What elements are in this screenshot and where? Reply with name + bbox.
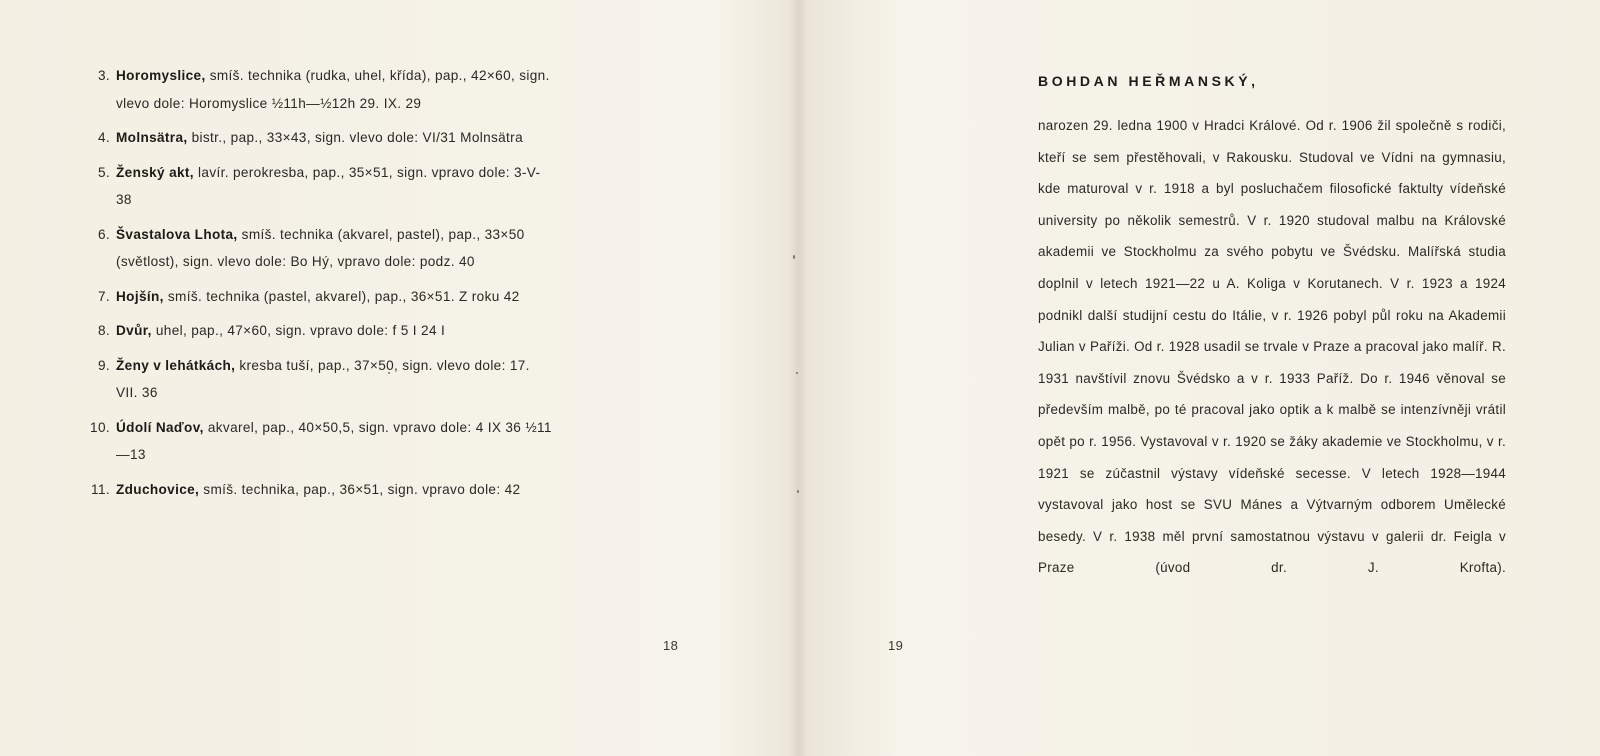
entry-title: Horomyslice, bbox=[116, 68, 206, 83]
entry-number: 7. bbox=[97, 288, 110, 304]
entry-title: Švastalova Lhota, bbox=[116, 226, 238, 242]
entry-title: Hojšín, bbox=[116, 288, 164, 304]
entry-title: Ženský akt, bbox=[116, 164, 194, 180]
entry-number: 4. bbox=[97, 130, 110, 145]
entry-description: kresba tuší, pap., 37×50, sign. vlevo dole: 17. VII. 36 bbox=[116, 357, 530, 400]
paper-speck bbox=[796, 372, 798, 374]
entry-description: akvarel, pap., 40×50,5, sign. vpravo dole: 4 IX 36 ½11—13 bbox=[116, 419, 552, 462]
biography-text: narozen 29. ledna 1900 v Hradci Králové. Od r. 1906 žil společně s rodiči, kteří se sem přestěhovali, v Rakousku. Studoval ve Vídni na gymnasiu, kde maturoval v r. 1918 a byl posluchačem filosofické faktulty vídeňské university po několik semestrů. V r. 1920 studoval malbu na Královské akademii ve Stockholmu za svého pobytu ve Švédsku. Malířská studia doplnil v letech 1921—22 u A. Koliga v Korutanech. V r. 1923 a 1924 podnikl další studijní cestu do Itálie, v r. 1926 pobyl půl roku na Akademii Julian v Paříži. Od r. 1928 usadil se trvale v Praze a pracoval jako malíř. R. 1931 navštívil znovu Švédsko a v r. 1933 Paříž. Do r. 1946 věnoval se především malbě, po té pracoval jako optik a k malbě se intenzívněji vrátil opět po r. 1956. Vystavoval v r. 1920 se žáky akademie ve Stockholmu, v r. 1921 se zúčastnil výstavy vídeňské secesse. V letech 1928—1944 vystavoval jako host se SVU Mánes a Výtvarným odborem Umělecké besedy. V r. 1938 měl první samostatnou výstavu v galerii dr. Feigla v Praze (úvod dr. J. Krofta). bbox=[1038, 118, 1506, 576]
paper-speck bbox=[797, 490, 799, 493]
paper-speck bbox=[793, 255, 795, 259]
catalog-entry bbox=[78, 159, 553, 214]
entry-number: 6. bbox=[97, 226, 110, 242]
entry-description: smíš. technika (pastel, akvarel), pap., 36×51. Z roku 42 bbox=[163, 288, 520, 304]
entry-number: 10. bbox=[90, 419, 110, 435]
catalog-entry bbox=[78, 352, 553, 407]
catalog-entry bbox=[78, 62, 553, 117]
catalog-entry bbox=[78, 476, 553, 504]
right-page bbox=[800, 0, 1600, 756]
catalog-entry bbox=[78, 283, 553, 311]
entry-title: Dvůr, bbox=[116, 323, 152, 338]
page-number-right: 19 bbox=[888, 638, 904, 653]
catalog-entry bbox=[78, 124, 553, 152]
entry-title: Molnsätra, bbox=[116, 130, 188, 145]
catalog-entry bbox=[78, 221, 553, 276]
entry-description: lavír. perokresba, pap., 35×51, sign. vpravo dole: 3-V-38 bbox=[116, 164, 541, 207]
catalog-entry bbox=[78, 414, 553, 469]
author-heading: BOHDAN HEŘMANSKÝ, bbox=[1038, 73, 1259, 89]
entry-title: Zduchovice, bbox=[116, 481, 200, 497]
entry-description: smíš. technika, pap., 36×51, sign. vpravo dole: 42 bbox=[199, 481, 521, 497]
entry-number: 5. bbox=[97, 164, 110, 180]
entry-title: Ženy v lehátkách, bbox=[116, 357, 236, 373]
entry-description: smíš. technika (rudka, uhel, křída), pap., 42×60, sign. vlevo dole: Horomyslice ½11h—½12h 29. IX. 29 bbox=[116, 68, 550, 111]
entry-number: 3. bbox=[97, 68, 110, 83]
catalog-entry bbox=[78, 317, 553, 345]
entry-number: 9. bbox=[97, 357, 110, 373]
entry-title: Údolí Naďov, bbox=[116, 419, 204, 435]
entry-description: bistr., pap., 33×43, sign. vlevo dole: VI/31 Molnsätra bbox=[187, 130, 523, 145]
entry-number: 11. bbox=[91, 481, 110, 497]
catalog-list bbox=[78, 62, 553, 510]
left-page bbox=[0, 0, 795, 756]
entry-description: smíš. technika (akvarel, pastel), pap., 33×50 (světlost), sign. vlevo dole: Bo Hý, vpravo dole: podz. 40 bbox=[116, 226, 525, 269]
page-number-left: 18 bbox=[663, 638, 679, 653]
entry-number: 8. bbox=[97, 323, 110, 338]
entry-description: uhel, pap., 47×60, sign. vpravo dole: f 5 I 24 I bbox=[151, 323, 446, 338]
paper-speck bbox=[388, 372, 390, 374]
